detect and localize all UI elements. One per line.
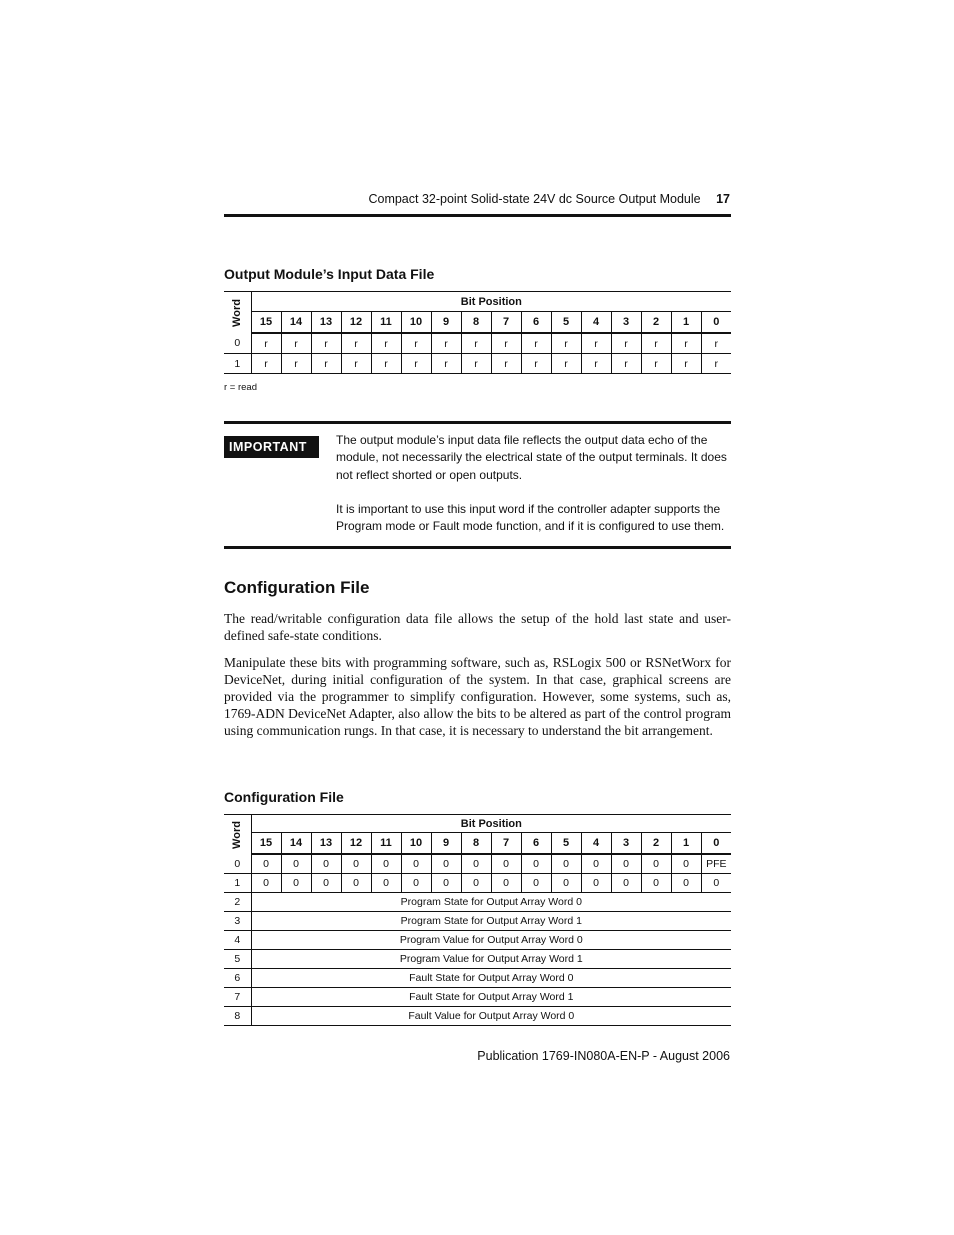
bit-number-cell: 9 <box>431 312 461 334</box>
bit-value-cell: 0 <box>431 874 461 893</box>
table-row <box>224 931 731 950</box>
bit-value-cell: r <box>521 354 551 374</box>
bit-value-cell: 0 <box>581 874 611 893</box>
bit-value-cell: 0 <box>671 874 701 893</box>
running-header <box>224 192 730 210</box>
bit-value-cell: r <box>611 333 641 354</box>
bit-position-label: Bit Position <box>251 292 731 312</box>
bit-value-cell: 0 <box>491 874 521 893</box>
spanned-description-cell: Fault State for Output Array Word 1 <box>251 988 731 1007</box>
bit-number-cell: 10 <box>401 312 431 334</box>
bit-value-cell: 0 <box>461 854 491 874</box>
bit-number-row <box>224 312 731 334</box>
bit-number-cell: 12 <box>341 833 371 855</box>
bit-number-cell: 5 <box>551 833 581 855</box>
table2-title: Configuration File <box>224 789 344 805</box>
bit-number-cell: 6 <box>521 833 551 855</box>
bit-value-cell: r <box>491 333 521 354</box>
table-row <box>224 912 731 931</box>
bit-value-cell: 0 <box>641 874 671 893</box>
bit-value-cell: 0 <box>491 854 521 874</box>
word-header-cell <box>224 292 251 334</box>
bit-number-cell: 7 <box>491 833 521 855</box>
table-row <box>224 969 731 988</box>
table-row <box>224 950 731 969</box>
spanned-description-cell: Fault State for Output Array Word 0 <box>251 969 731 988</box>
bit-value-cell: r <box>611 354 641 374</box>
bit-value-cell: 0 <box>431 854 461 874</box>
bit-number-cell: 10 <box>401 833 431 855</box>
bit-value-cell: 0 <box>521 854 551 874</box>
bit-number-cell: 0 <box>701 833 731 855</box>
bit-number-cell: 14 <box>281 312 311 334</box>
bit-number-row <box>224 833 731 855</box>
bit-value-cell: 0 <box>701 874 731 893</box>
bit-value-cell: 0 <box>281 874 311 893</box>
bit-value-cell: r <box>641 354 671 374</box>
word-number-cell: 2 <box>224 893 251 912</box>
bit-value-cell: r <box>581 354 611 374</box>
bit-value-cell: r <box>371 354 401 374</box>
bit-value-cell: 0 <box>251 874 281 893</box>
bit-value-cell: r <box>401 333 431 354</box>
table-row <box>224 354 731 374</box>
bit-number-cell: 1 <box>671 833 701 855</box>
word-number-cell: 7 <box>224 988 251 1007</box>
bit-number-cell: 4 <box>581 833 611 855</box>
table-row <box>224 333 731 354</box>
spanned-description-cell: Program State for Output Array Word 0 <box>251 893 731 912</box>
bit-value-cell: r <box>671 354 701 374</box>
table-row <box>224 854 731 874</box>
table-row <box>224 988 731 1007</box>
body-paragraph-2: Manipulate these bits with programming software, such as, RSLogix 500 or RSNetWorx for DeviceNet, during initial configuration of the system. In that case, graphical screens are provided via the programmer to simplify configuration. However, some systems, such as, 1769-ADN DeviceNet Adapter, also allow the bits to be altered as part of the control program using communication rungs. In that case, it is necessary to understand the bit arrangement. <box>224 655 731 738</box>
bit-value-cell: r <box>461 333 491 354</box>
bit-number-cell: 2 <box>641 833 671 855</box>
word-number-cell: 1 <box>224 354 251 374</box>
word-number-cell: 0 <box>224 854 251 874</box>
table-row <box>224 893 731 912</box>
important-paragraph-2: It is important to use this input word if the controller adapter supports the Program mode or Fault mode function, and if it is configured to use them. <box>336 502 725 534</box>
bit-value-cell: 0 <box>341 854 371 874</box>
bit-number-cell: 12 <box>341 312 371 334</box>
bit-value-cell: r <box>311 333 341 354</box>
bit-value-cell: r <box>431 354 461 374</box>
word-number-cell: 1 <box>224 874 251 893</box>
bit-value-cell: r <box>521 333 551 354</box>
important-top-rule <box>224 421 731 424</box>
bit-number-cell: 11 <box>371 312 401 334</box>
bit-number-cell: 7 <box>491 312 521 334</box>
bit-value-cell: r <box>551 354 581 374</box>
bit-number-cell: 15 <box>251 833 281 855</box>
bit-number-cell: 14 <box>281 833 311 855</box>
bit-value-cell: 0 <box>281 854 311 874</box>
spanned-description-cell: Program Value for Output Array Word 1 <box>251 950 731 969</box>
bit-number-cell: 8 <box>461 833 491 855</box>
bit-value-cell: 0 <box>611 854 641 874</box>
bit-value-cell: 0 <box>311 854 341 874</box>
bit-value-cell: 0 <box>371 874 401 893</box>
header-title: Compact 32-point Solid-state 24V dc Source Output Module <box>368 192 701 206</box>
bit-number-cell: 13 <box>311 312 341 334</box>
bit-value-cell: 0 <box>371 854 401 874</box>
body-paragraph-1: The read/writable configuration data file allows the setup of the hold last state and user-defined safe-state conditions. <box>224 611 731 643</box>
table1-title: Output Module’s Input Data File <box>224 266 435 282</box>
bit-number-cell: 3 <box>611 833 641 855</box>
bit-value-cell: r <box>281 333 311 354</box>
bit-number-cell: 6 <box>521 312 551 334</box>
bit-value-cell: r <box>671 333 701 354</box>
word-number-cell: 5 <box>224 950 251 969</box>
word-number-cell: 6 <box>224 969 251 988</box>
word-number-cell: 3 <box>224 912 251 931</box>
section-heading: Configuration File <box>224 578 370 597</box>
spanned-description-cell: Fault Value for Output Array Word 0 <box>408 1010 575 1022</box>
bit-number-cell: 4 <box>581 312 611 334</box>
bit-value-cell: r <box>431 333 461 354</box>
bit-value-cell: r <box>281 354 311 374</box>
bit-value-cell: 0 <box>551 854 581 874</box>
bit-value-cell: r <box>341 333 371 354</box>
bit-value-cell: r <box>251 333 281 354</box>
bit-value-cell: 0 <box>671 854 701 874</box>
bit-number-cell: 0 <box>701 312 731 334</box>
bit-position-header-row <box>224 815 731 833</box>
table-footnote: r = read <box>224 382 258 393</box>
publication-footer: Publication 1769-IN080A-EN-P - August 2006 <box>477 1049 730 1063</box>
bit-position-label: Bit Position <box>251 815 731 833</box>
bit-value-cell: 0 <box>551 874 581 893</box>
bit-number-cell: 8 <box>461 312 491 334</box>
bit-value-cell: r <box>641 333 671 354</box>
bit-value-cell: 0 <box>521 874 551 893</box>
word-header-label: Word <box>231 298 244 327</box>
page-number: 17 <box>716 192 730 206</box>
bit-value-cell: r <box>371 333 401 354</box>
word-number-cell: 8 <box>224 1007 251 1026</box>
bit-value-cell: r <box>701 333 731 354</box>
spanned-description-cell: Program State for Output Array Word 1 <box>251 912 731 931</box>
bit-value-cell: r <box>401 354 431 374</box>
bit-number-cell: 9 <box>431 833 461 855</box>
bit-value-cell: 0 <box>461 874 491 893</box>
important-bottom-rule <box>224 546 731 549</box>
input-data-file-table <box>224 291 731 374</box>
word-number-cell: 4 <box>224 931 251 950</box>
bit-value-cell: r <box>461 354 491 374</box>
bit-number-cell: 13 <box>311 833 341 855</box>
word-header-label: Word <box>231 820 244 849</box>
bit-number-cell: 15 <box>251 312 281 334</box>
bit-value-cell: 0 <box>341 874 371 893</box>
spanned-description-cell: Program Value for Output Array Word 0 <box>251 931 731 950</box>
bit-value-cell: 0 <box>611 874 641 893</box>
bit-value-cell: 0 <box>311 874 341 893</box>
header-rule <box>224 214 731 217</box>
bit-value-cell: r <box>701 354 731 374</box>
bit-value-cell: r <box>491 354 521 374</box>
bit-value-cell: 0 <box>581 854 611 874</box>
bit-number-cell: 2 <box>641 312 671 334</box>
bit-value-cell: r <box>311 354 341 374</box>
bit-number-cell: 5 <box>551 312 581 334</box>
table-row <box>224 874 731 893</box>
important-paragraph-1: The output module’s input data file reflects the output data echo of the module, not necessarily the electrical state of the output terminals. It does not reflect shorted or open outputs. <box>336 433 727 482</box>
bit-value-cell: 0 <box>251 854 281 874</box>
bit-value-cell: 0 <box>401 854 431 874</box>
bit-value-cell: 0 <box>641 854 671 874</box>
word-number-cell: 0 <box>224 333 251 354</box>
bit-value-cell: r <box>341 354 371 374</box>
bit-value-cell: 0 <box>401 874 431 893</box>
bit-number-cell: 11 <box>371 833 401 855</box>
bit-value-cell: r <box>251 354 281 374</box>
table-row <box>224 1007 731 1026</box>
bit-number-cell: 1 <box>671 312 701 334</box>
bit-value-cell: r <box>551 333 581 354</box>
important-label: IMPORTANT <box>224 436 319 458</box>
bit-value-cell: PFE <box>701 854 731 874</box>
bit-number-cell: 3 <box>611 312 641 334</box>
word-header-cell <box>224 815 251 855</box>
configuration-file-table <box>224 814 731 1026</box>
bit-value-cell: r <box>581 333 611 354</box>
bit-position-header-row <box>224 292 731 312</box>
